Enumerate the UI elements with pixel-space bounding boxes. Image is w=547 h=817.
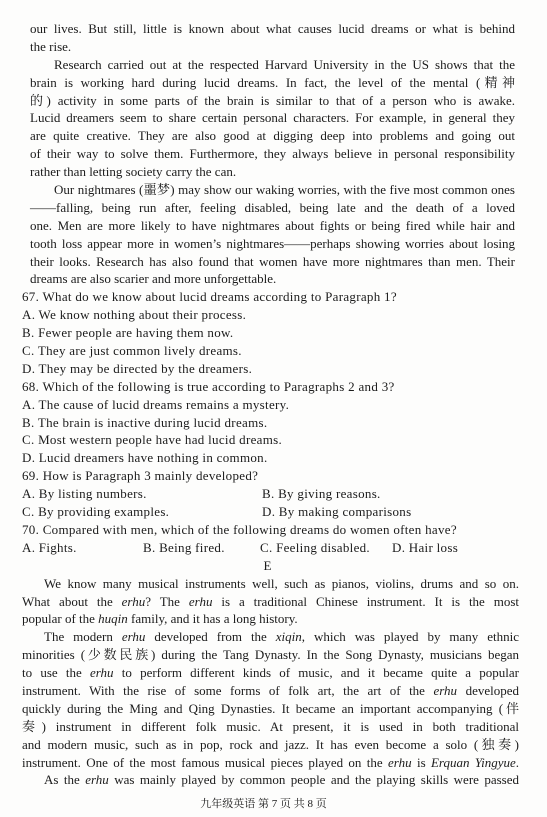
passage-line: quickly during the Ming and Qing Dynasties. It became an important accompanying (伴 [22, 700, 519, 716]
text-run: What about the [22, 593, 122, 609]
passage-line: brain is working hard during lucid dreams. In fact, the level of the mental (精神 [30, 74, 515, 90]
text-run: family, and it has a long history. [127, 611, 298, 627]
text-run: to perform different kinds of music, and it became quite a popular [113, 665, 519, 681]
passage-line: Lucid dreamers seem to share certain personal characters. For example, in general they [30, 110, 515, 126]
text-run: . [515, 754, 519, 770]
text-run: developed [457, 682, 519, 698]
question-option: B. Fewer people are having them now. [22, 325, 234, 341]
passage-line: 的) activity in some parts of the brain is similar to that of a person who is awake. [30, 92, 515, 108]
text-run: developed from the [145, 629, 276, 645]
text-run: The modern [44, 629, 122, 645]
italic-term: erhu [121, 593, 146, 609]
passage-e [0, 557, 547, 790]
italic-term: erhu [433, 682, 458, 698]
italic-term: erhu [188, 593, 213, 609]
question-option: B. The brain is inactive during lucid dreams. [22, 414, 268, 430]
question-option: B. Being fired. [143, 539, 225, 555]
question-stem: 70. Compared with men, which of the following dreams do women often have? [22, 521, 457, 537]
passage-line [22, 771, 519, 789]
text-run: to use the [22, 665, 90, 681]
passage-line: 奏) instrument in different folk music. At present, it is used in both traditional [22, 718, 519, 734]
question-option: C. By providing examples. [22, 504, 170, 520]
question-option: A. By listing numbers. [22, 486, 147, 502]
passage-line: ——falling, being run after, feeling disabled, being late and the death of a loved [30, 199, 515, 215]
italic-term: erhu [121, 629, 146, 645]
option-row [22, 539, 522, 557]
text-run: instrument. One of the most famous musical pieces played on the [22, 754, 388, 770]
passage-line: We know many musical instruments well, such as pianos, violins, drums and so on. [44, 575, 519, 591]
page-content [0, 20, 547, 789]
question-stem: 69. How is Paragraph 3 mainly developed? [22, 468, 259, 484]
passage-line: their looks. Research has also found that women have more nightmares than men. Their [30, 253, 515, 269]
question-option: D. By making comparisons [262, 504, 412, 520]
question-option: A. The cause of lucid dreams remains a mystery. [22, 396, 290, 412]
passage-line: the rise. [30, 38, 72, 54]
question-option: B. By giving reasons. [262, 486, 381, 502]
passage-line: and modern music, such as in pop, rock and jazz. It has even become a solo (独奏) [22, 736, 519, 752]
section-heading: E [263, 557, 272, 573]
question-option: D. They may be directed by the dreamers. [22, 360, 253, 376]
passage-line [22, 593, 519, 611]
text-run: , which was played by many ethnic [301, 629, 519, 645]
text-run: As the [44, 772, 86, 788]
italic-term: Erquan Yingyue [430, 754, 516, 770]
question-option: A. We know nothing about their process. [22, 307, 247, 323]
questions [0, 288, 547, 556]
question-option: C. They are just common lively dreams. [22, 343, 242, 359]
passage-line: are quite creative. They are also good at digging deep into problems and going out [30, 128, 515, 144]
passage-line: tooth loss appear more in women’s nightmares——perhaps showing worries about losing [30, 235, 515, 251]
passage-line [22, 610, 519, 628]
italic-term: huqin [98, 611, 128, 627]
passage-line [22, 754, 519, 772]
passage-line [22, 664, 519, 682]
passage-line: of their way to solve them. Furthermore, they always believe in personal responsibility [30, 146, 515, 162]
italic-term: erhu [388, 754, 412, 770]
page-footer: 九年级英语 第 7 页 共 8 页 [200, 798, 327, 810]
text-run: was mainly played by common people and the playing skills were passed [108, 772, 519, 788]
passage-line: Research carried out at the respected Harvard University in the US shows that the [54, 56, 515, 72]
question-option: C. Most western people have had lucid dreams. [22, 432, 283, 448]
passage-line [22, 628, 519, 646]
passage-line: Our nightmares (噩梦) may show our waking worries, with the five most common ones [54, 182, 515, 198]
text-run: popular of the [22, 611, 99, 627]
question-option: D. Lucid dreamers have nothing in common. [22, 450, 268, 466]
question-option: C. Feeling disabled. [260, 539, 370, 555]
passage-line [22, 682, 519, 700]
text-run: is a traditional Chinese instrument. It is the most [212, 593, 520, 609]
text-run: instrument. With the rise of some forms of folk art, the art of the [22, 682, 434, 698]
italic-term: xiqin [275, 629, 302, 645]
passage-line: dreams are also scarier and more unforgettable. [30, 271, 277, 287]
passage-line: rather than letting society carry the can. [30, 164, 237, 180]
question-stem: 68. Which of the following is true according to Paragraphs 2 and 3? [22, 378, 395, 394]
italic-term: erhu [85, 772, 109, 788]
question-stem: 67. What do we know about lucid dreams according to Paragraph 1? [22, 289, 397, 305]
passage-line: one. Men are more likely to have nightmares about fights or being fired while hair and [30, 217, 515, 233]
question-option: A. Fights. [22, 539, 77, 555]
text-run: is [411, 754, 431, 770]
question-option: D. Hair loss [392, 539, 459, 555]
passage-line: our lives. But still, little is known about what causes lucid dreams or what is behind [30, 21, 515, 36]
option-row [22, 503, 522, 521]
italic-term: erhu [89, 665, 114, 681]
passage-d [0, 20, 547, 288]
passage-line: minorities (少数民族) during the Tang Dynasty. In the Song Dynasty, musicians began [22, 647, 519, 663]
option-row [22, 485, 522, 503]
text-run: ? The [145, 593, 189, 609]
